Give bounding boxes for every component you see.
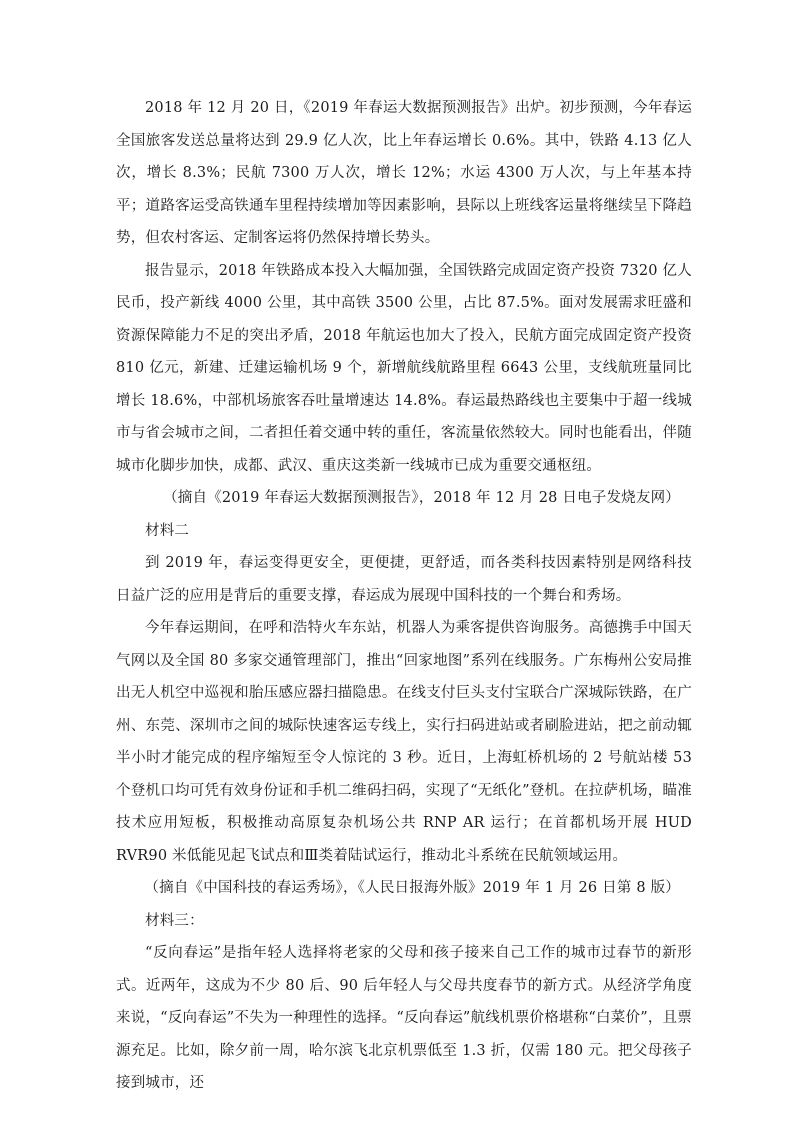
paragraph-1: 2018 年 12 月 20 日，《2019 年春运大数据预测报告》出炉。初步预测，今年春运全国旅客发送总量将达到 29.9 亿人次，比上年春运增长 0.6%。其中，铁路 4.13 亿人次，增长 8.3%；民航 7300 万人次，增长 12%；水运 4300 万人次，与上年基本持平；道路客运受高铁通车里程持续增加等因素影响，县际以上班线客运量将继续呈下降趋势，但农村客运、定制客运将仍然保持增长势头。 — [116, 100, 692, 246]
section-heading-3: 材料三： — [145, 912, 204, 929]
paragraph-5: “反向春运”是指年轻人选择将老家的父母和孩子接来自己工作的城市过春节的新形式。近两年，这成为不少 80 后、90 后年轻人与父母共度春节的新方式。从经济学角度来说，“反向春运”不失为一种理性的选择。“反向春运”航线机票价格堪称“白菜价”，且票源充足。比如，除夕前一周，哈尔滨飞北京机票低至 1.3 折，仅需 180 元。把父母孩子接到城市，还 — [116, 945, 692, 1091]
section-heading-2: 材料二 — [145, 522, 190, 539]
paragraph-2: 报告显示，2018 年铁路成本投入大幅加强，全国铁路完成固定资产投资 7320 亿人民币，投产新线 4000 公里，其中高铁 3500 公里，占比 87.5%。面对发展需求旺盛和资源保障能力不足的突出矛盾，2018 年航运也加大了投入，民航方面完成固定资产投资 810 亿元，新建、迁建运输机场 9 个，新增航线航路里程 6643 公里，支线航班量同比增长 18.6%，中部机场旅客吞吐量增速达 14.8%。春运最热路线也主要集中于超一线城市与省会城市之间，二者担任着交通中转的重任，客流量依然较大。同时也能看出，伴随城市化脚步加快，成都、武汉、重庆这类新一线城市已成为重要交通枢纽。 — [116, 262, 692, 474]
paragraph-3: 到 2019 年，春运变得更安全，更便捷，更舒适，而各类科技因素特别是网络科技日益广泛的应用是背后的重要支撑，春运成为展现中国科技的一个舞台和秀场。 — [116, 555, 692, 604]
document-body — [116, 92, 692, 1100]
source-citation-2: （摘自《中国科技的春运秀场》，《人民日报海外版》2019 年 1 月 26 日第 8 版） — [144, 880, 680, 896]
source-citation-1: （摘自《2019 年春运大数据预测报告》，2018 年 12 月 28 日电子发烧友网） — [163, 490, 680, 506]
paragraph-4: 今年春运期间，在呼和浩特火车东站，机器人为乘客提供咨询服务。高德携手中国天气网以及全国 80 多家交通管理部门，推出“回家地图”系列在线服务。广东梅州公安局推出无人机空中巡视和胎压感应器扫描隐患。在线支付巨头支付宝联合广深城际铁路，在广州、东莞、深圳市之间的城际快速客运专线上，实行扫码进站或者刷脸进站，把之前动辄半小时才能完成的程序缩短至令人惊诧的 3 秒。近日，上海虹桥机场的 2 号航站楼 53 个登机口均可凭有效身份证和手机二维码扫码，实现了“无纸化”登机。在拉萨机场，瞄准技术应用短板，积极推动高原复杂机场公共 RNP AR 运行；在首都机场开展 HUD RVR90 米低能见起飞试点和Ⅲ类着陆试运行，推动北斗系统在民航领域运用。 — [116, 620, 692, 864]
